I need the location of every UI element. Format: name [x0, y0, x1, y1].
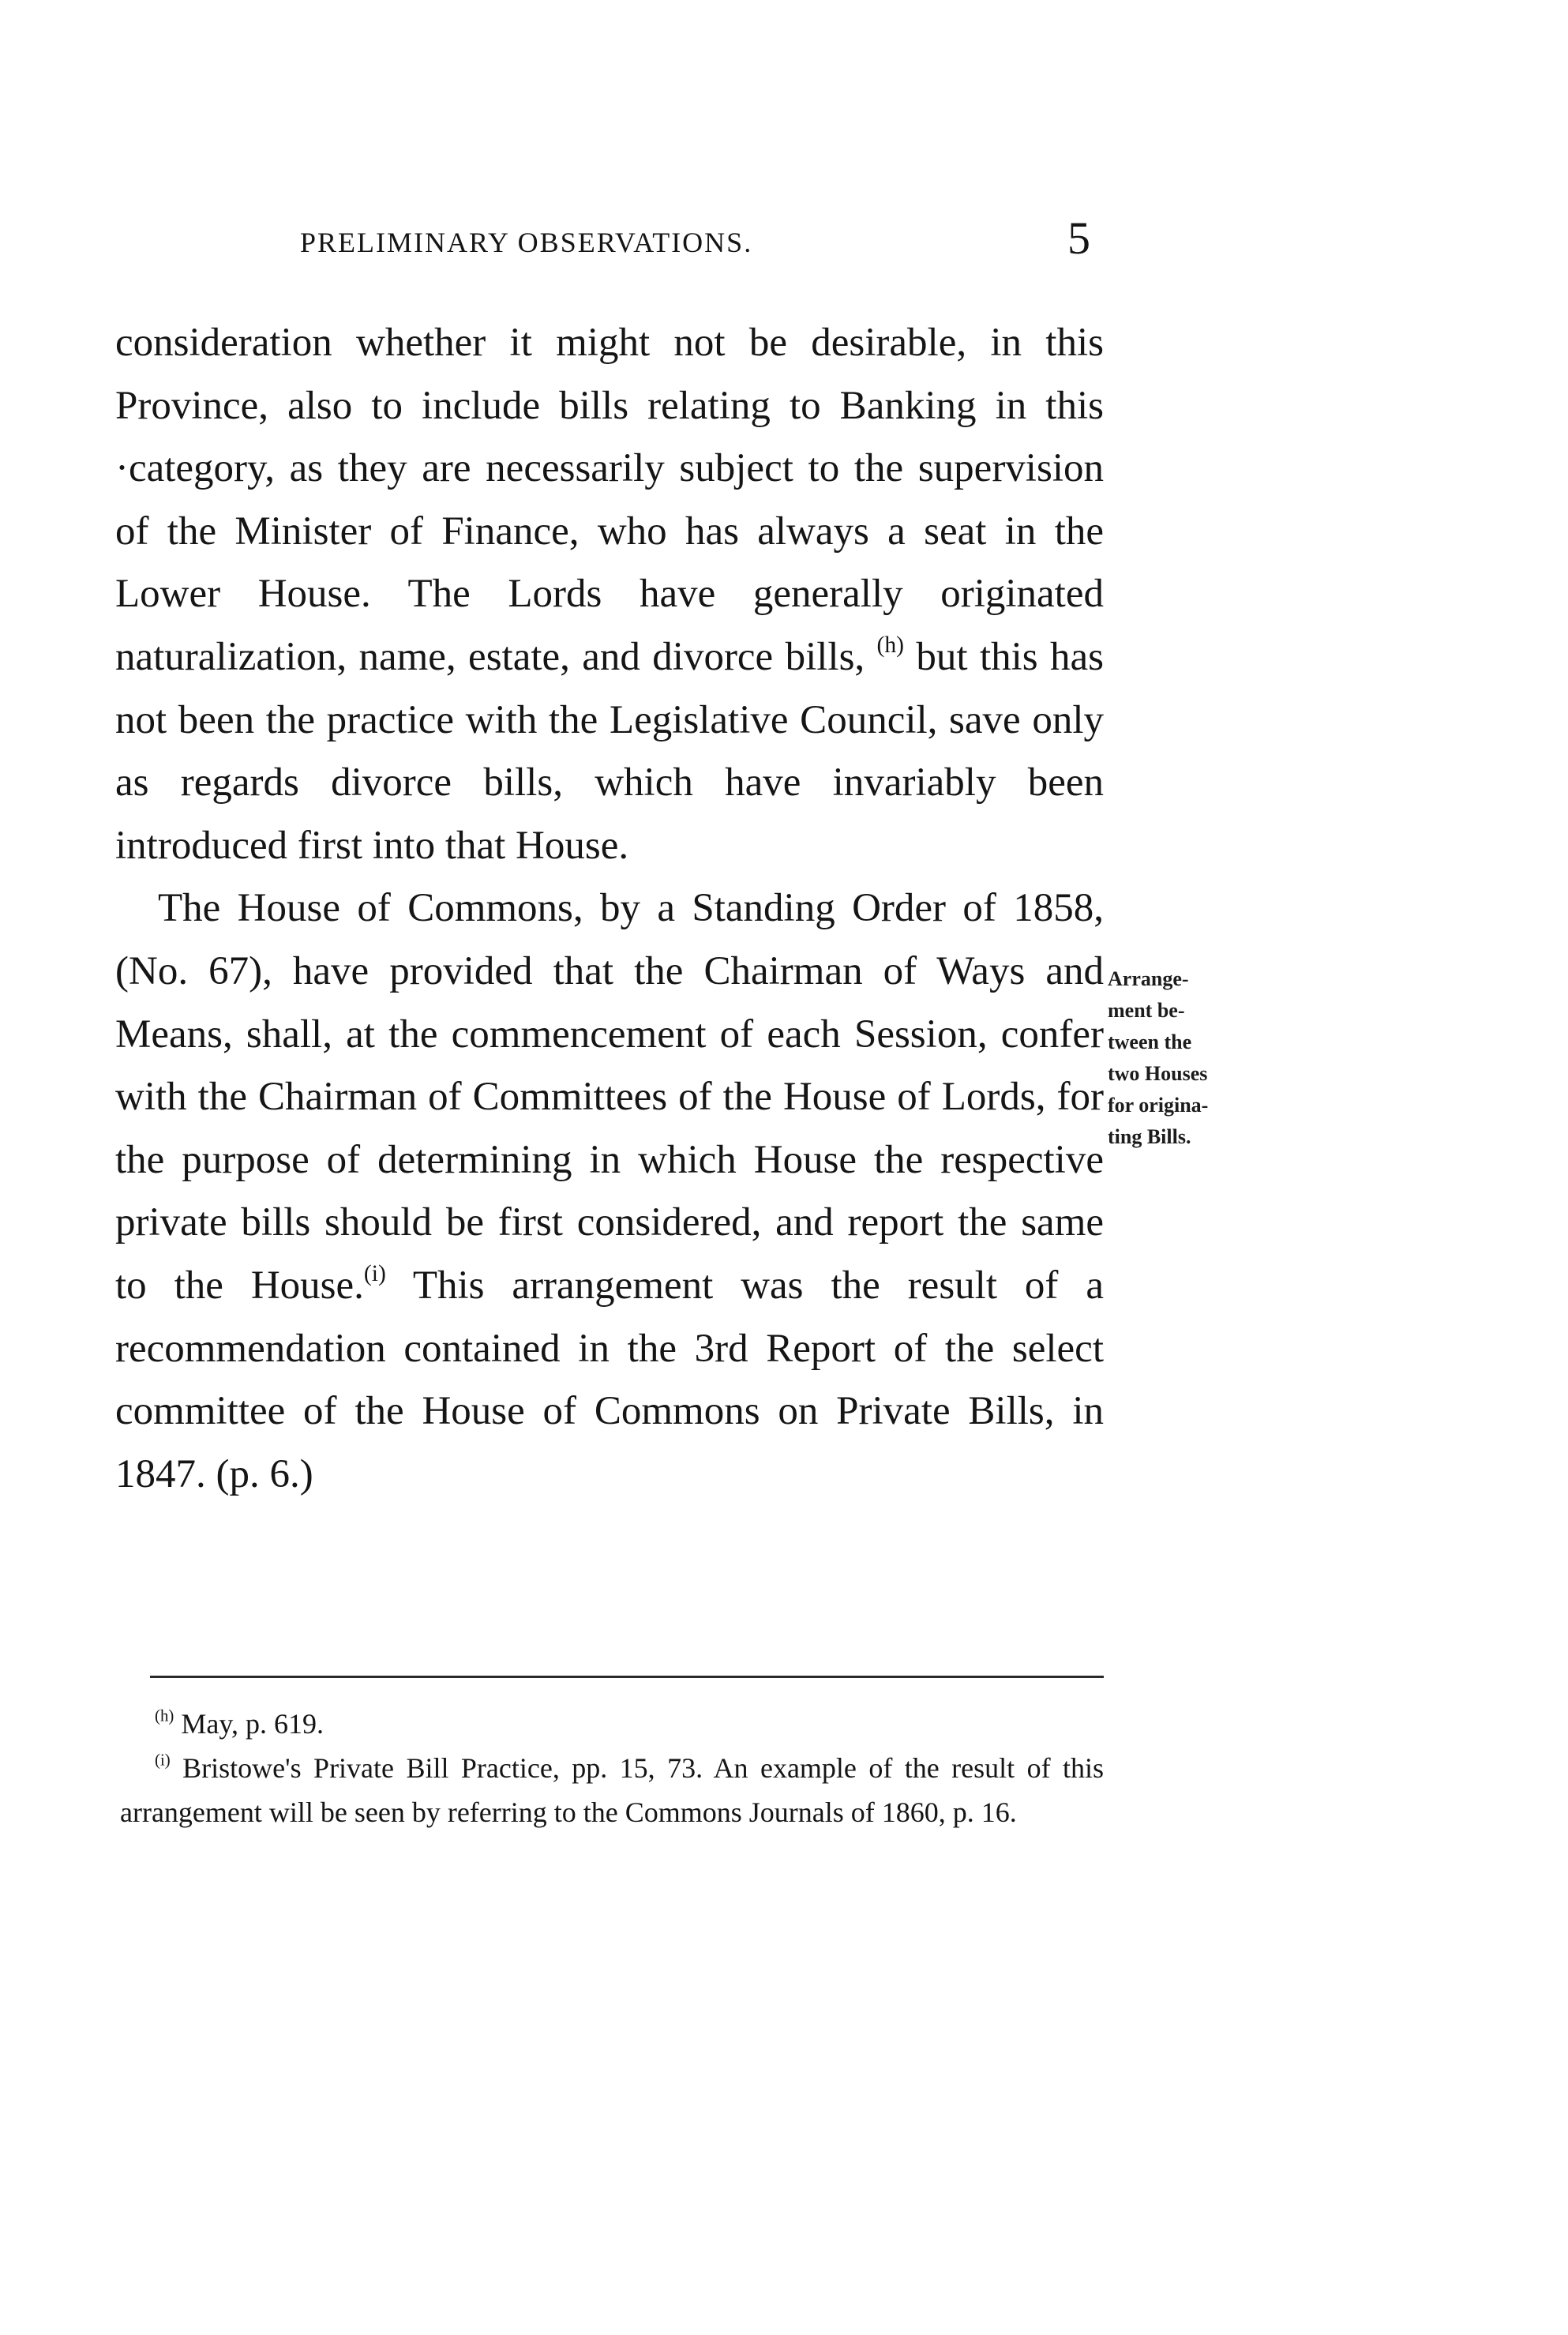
margin-note: Arrange- ment be- tween the two Houses for origina- ting Bills. [1108, 967, 1209, 1148]
body-text [115, 312, 1104, 1506]
paragraph-2 [115, 877, 1104, 1506]
footnotes [120, 1702, 1104, 1834]
paragraph-2-text: The House of Commons, by a Standing Order of 1858, (No. 67), have provided that the Chairman of Ways and Means, shall, at the commencement of each Session, confer with the Chairman of Committees of the House of Lords, for the purpose of determining in which House the respective private bills should be first considered, and report the same to the House. [115, 886, 1104, 1308]
paragraph-2-continuation: This arrangement was the result of a recommendation contained in the 3rd Report of the select committee of the House of Commons on Private Bills, in 1847. (p. 6.) [115, 1263, 1104, 1496]
page-number: 5 [1067, 212, 1090, 264]
paragraph-1 [115, 312, 1104, 877]
paragraph-1-text: consideration whether it might not be desirable, in this Province, also to include bills relating to Banking in this ·category, as they are necessarily subject to the supervision of the Minister of Finance, who has always a seat in the Lower House. The Lords have generally originated naturalization, name, estate, and divorce bills, [115, 321, 1104, 679]
footnote-divider [150, 1676, 1104, 1678]
footnote-h-marker: (h) [155, 1706, 174, 1725]
footnote-ref-i: (i) [363, 1260, 386, 1286]
running-head: PRELIMINARY OBSERVATIONS. [300, 227, 753, 258]
footnote-h-text: May, p. 619. [174, 1708, 324, 1740]
footnote-i-text: Bristowe's Private Bill Practice, pp. 15, 73. An example of the result of this arrangement will be seen by referring to the Commons Journals of 1860, p. 16. [120, 1752, 1104, 1828]
footnote-h [120, 1702, 1104, 1746]
footnote-ref-h: (h) [876, 632, 905, 658]
paragraph-1-continuation: but this has not been the practice with the Legislative Council, save only as regards divorce bills, which have invariably been introduced first into that House. [115, 634, 1104, 868]
footnote-i [120, 1746, 1104, 1834]
footnote-i-marker: (i) [155, 1750, 171, 1770]
